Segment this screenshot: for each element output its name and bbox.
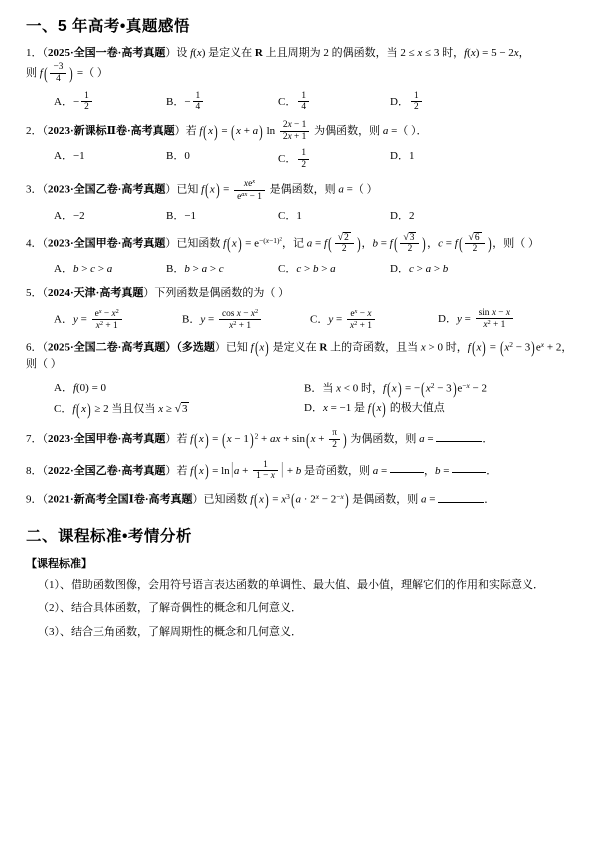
- answer-blank-a[interactable]: [390, 472, 424, 473]
- standard-item-2: （2）、结合具体函数，了解奇偶性的概念和几何意义．: [38, 602, 302, 615]
- option-c[interactable]: C． $\frac{1}{4}$: [278, 91, 390, 113]
- standard-title: 【课程标准】: [26, 557, 92, 570]
- option-c[interactable]: C．1: [278, 210, 302, 223]
- question-9: 9．（2021·新高考全国Ⅰ卷·高考真题）已知函数 $f(x) = x^3(a \cdot 2^x - 2^{-x})$ 是偶函数，则 a = ．: [26, 490, 496, 510]
- option-c[interactable]: C．y = $\frac{e^x - x}{x^2 + 1}$: [310, 308, 438, 332]
- option-b[interactable]: B．−1: [166, 210, 197, 223]
- question-6: 6．（2025·全国二卷·高考真题）（多选题）已知 f(x) 是定义在 R 上的奇函数，且当 x > 0 时，$f(x) = (x^2 - 3)e^x + 2$， 则（ ）: [26, 337, 573, 371]
- question-5: 5．（2024·天津·高考真题）下列函数是偶函数的为（ ）: [26, 286, 290, 299]
- question-8: 8．（2022·全国乙卷·高考真题）若 f(x) = ln|a + $\frac{1}{1 - x}$ | + b 是奇函数，则 a = ，b = ．: [26, 459, 498, 482]
- option-c[interactable]: C． $\frac{1}{2}$: [278, 148, 390, 170]
- question-6-number: 6．（: [26, 341, 48, 354]
- option-b[interactable]: B．当 x < 0 时，$f(x) = -(x^2 - 3)e^{-x} - 2$: [304, 379, 488, 399]
- question-2-options: [26, 148, 586, 170]
- option-a[interactable]: A．−1: [54, 150, 85, 163]
- option-d[interactable]: D．y = $\frac{\text{sin x − x}}{x^2 + 1}$: [438, 308, 550, 332]
- option-a[interactable]: A．y = $\frac{e^x - x^2}{x^2 + 1}$: [26, 308, 182, 332]
- option-b[interactable]: B．y = $\frac{\cos x - x^2}{x^2 + 1}$: [182, 308, 310, 332]
- option-b[interactable]: B．0: [166, 150, 190, 163]
- option-d[interactable]: D．1: [390, 150, 415, 163]
- standard-item-1: （1）、借助函数图像，会用符号语言表达函数的单调性、最大值、最小值，理解它们的作用和实际意义．: [38, 578, 544, 591]
- option-d[interactable]: D．2: [390, 210, 415, 223]
- option-d[interactable]: D． $\frac{1}{2}$: [390, 91, 502, 113]
- option-a[interactable]: A．−2: [54, 210, 85, 223]
- question-3-source: 2023·全国乙卷·高考真题: [48, 183, 166, 196]
- question-2: 2．（2023·新课标Ⅱ卷·高考真题）若 f(x) = (x + a) ln $\frac{2x - 1}{2x + 1}$ 为偶函数，则 a =（ ）．: [26, 119, 428, 142]
- answer-blank-b[interactable]: [452, 472, 486, 473]
- option-c[interactable]: C．c > b > a: [278, 263, 336, 276]
- question-4-options: [26, 261, 586, 278]
- question-6-options: [26, 379, 586, 420]
- question-3-options: [26, 208, 586, 225]
- option-a[interactable]: A．b > c > a: [54, 263, 113, 276]
- answer-blank[interactable]: [436, 441, 482, 442]
- question-9-number: 9．（: [26, 493, 48, 506]
- question-5-source: 2024·天津·高考真题: [48, 286, 144, 299]
- question-3: 3．（2023·全国乙卷·高考真题）已知 f(x) = $\frac{xe^x}{e^{ax} - 1}$ 是偶函数，则 a =（ ）: [26, 177, 378, 202]
- question-6-source: 2025·全国二卷·高考真题）（多选题: [48, 341, 215, 354]
- section-title-2: 二、课程标准•考情分析: [26, 527, 192, 545]
- question-1: 1．（2025·全国一卷·高考真题）设 f(x) 是定义在 R 上且周期为 2 的偶函数，当 2 ≤ x ≤ 3 时，f(x) = 5 − 2x， 则 f( $\frac{-3}{4}$ ) =（ ）: [26, 47, 530, 84]
- question-7: 7．（2023·全国甲卷·高考真题）若 $f(x) = (x - 1)^2$ + ax + sin(x + $\frac{\pi}{2}$ ) 为偶函数，则 a = ．: [26, 428, 494, 450]
- question-2-number: 2．（: [26, 124, 48, 137]
- option-b[interactable]: B．− $\frac{1}{4}$: [166, 91, 278, 113]
- question-5-number: 5．（: [26, 286, 48, 299]
- question-4-number: 4．（: [26, 236, 48, 249]
- answer-blank[interactable]: [438, 502, 484, 503]
- question-1-number: 1．（: [26, 47, 48, 59]
- option-b[interactable]: B．b > a > c: [166, 263, 224, 276]
- standard-item-3: （3）、结合三角函数，了解周期性的概念和几何意义．: [38, 625, 302, 638]
- option-a[interactable]: A．f(0) = 0: [54, 382, 107, 395]
- question-8-number: 8．（: [26, 464, 48, 477]
- question-1-source: 2025·全国一卷·高考真题: [48, 47, 166, 59]
- question-5-options: [26, 308, 586, 332]
- question-3-number: 3．（: [26, 183, 48, 196]
- question-7-number: 7．（: [26, 433, 48, 445]
- option-d[interactable]: D．c > a > b: [390, 263, 449, 276]
- option-a[interactable]: A．− $\frac{1}{2}$: [26, 91, 166, 113]
- option-c[interactable]: C．f(x) ≥ 2 当且仅当 x ≥ √3: [54, 400, 188, 420]
- section-title-1: 一、5 年高考•真题感悟: [26, 18, 190, 35]
- question-4-source: 2023·全国甲卷·高考真题: [48, 236, 166, 249]
- question-9-source: 2021·新高考全国Ⅰ卷·高考真题: [48, 493, 193, 506]
- question-4: 4．（2023·全国甲卷·高考真题）已知函数 $f(x) = e^{-(x-1)^2}$，记 a = f( $\frac{√2}{2}$ )，b = f( $\frac{√3}{2}$ )，c = f( $\frac{√6}{2}$ )，则（ ）: [26, 231, 539, 255]
- option-d[interactable]: D．x = −1 是 f(x) 的极大值点: [304, 399, 445, 419]
- question-7-source: 2023·全国甲卷·高考真题: [48, 433, 166, 445]
- question-1-options: [26, 91, 586, 113]
- question-8-source: 2022·全国乙卷·高考真题: [48, 464, 166, 477]
- question-2-source: 2023·新课标Ⅱ卷·高考真题: [48, 124, 175, 137]
